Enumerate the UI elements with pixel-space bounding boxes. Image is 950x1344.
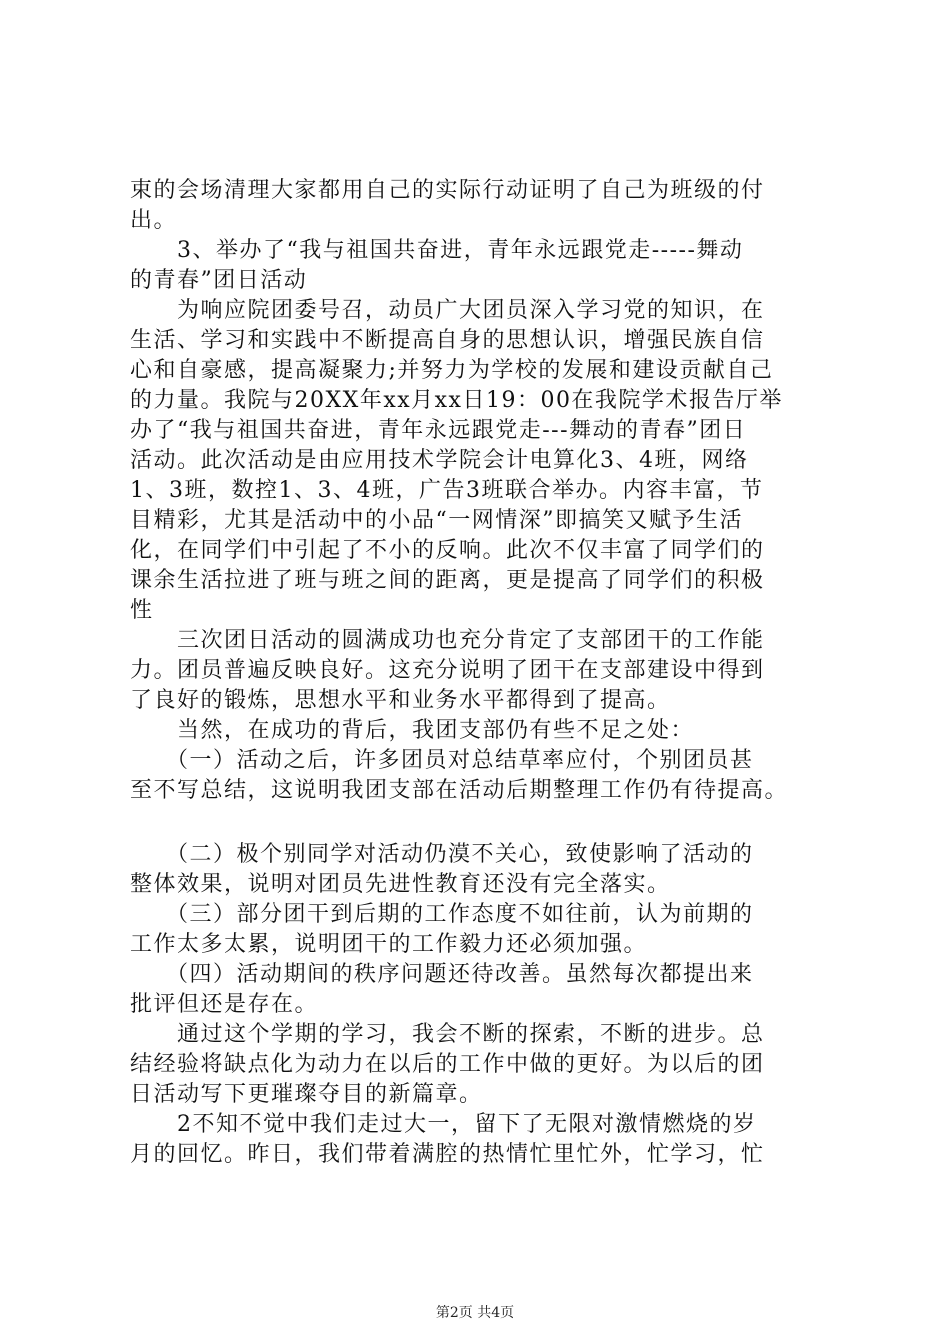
- text-line: 通过这个学期的学习，我会不断的探索，不断的进步。总: [130, 1022, 765, 1047]
- text-line: 出。: [130, 208, 178, 233]
- paragraph-gap: [130, 806, 850, 840]
- text-line: 化，在同学们中引起了不小的反响。此次不仅丰富了同学们的: [130, 538, 765, 563]
- text-line: 结经验将缺点化为动力在以后的工作中做的更好。为以后的团: [130, 1052, 765, 1077]
- text-line: 三次团日活动的圆满成功也充分肯定了支部团干的工作能: [130, 628, 765, 653]
- section-heading: 的青春”团日活动: [130, 268, 308, 293]
- text-line: 为响应院团委号召，动员广大团员深入学习党的知识，在: [130, 298, 765, 323]
- text-line: 性: [130, 598, 154, 623]
- list-item-text: （一）活动之后，许多团员对总结草率应付，个别团员甚: [130, 748, 754, 773]
- list-item-text: 至不写总结，这说明我团支部在活动后期整理工作仍有待提高。: [130, 778, 789, 803]
- text-line: 办了“我与祖国共奋进，青年永远跟党走---舞动的青春”团日: [130, 418, 747, 443]
- list-item-text: 批评但还是存在。: [130, 992, 319, 1017]
- text-line: 月的回忆。昨日，我们带着满腔的热情忙里忙外，忙学习，忙: [130, 1142, 765, 1167]
- text-line: 课余生活拉进了班与班之间的距离，更是提高了同学们的积极: [130, 568, 765, 593]
- text-line: 日活动写下更璀璨夺目的新篇章。: [130, 1082, 483, 1107]
- page-number-footer: 第2页 共4页: [435, 1305, 515, 1321]
- text-line: 束的会场清理大家都用自己的实际行动证明了自己为班级的付: [130, 178, 765, 203]
- text-line: 当然，在成功的背后，我团支部仍有些不足之处：: [130, 718, 695, 743]
- text-line: 生活、学习和实践中不断提高自身的思想认识，增强民族自信: [130, 328, 765, 353]
- section-heading: 3、举办了“我与祖国共奋进，青年永远跟党走-----舞动: [130, 238, 744, 263]
- document-body: [130, 176, 850, 1170]
- text-line: 心和自豪感，提高凝聚力;并努力为学校的发展和建设贡献自己: [130, 358, 774, 383]
- list-item-text: （四）活动期间的秩序问题还待改善。虽然每次都提出来: [130, 962, 754, 987]
- text-line: 1、3班，数控1、3、4班，广告3班联合举办。内容丰富，节: [130, 478, 764, 503]
- text-line: 活动。此次活动是由应用技术学院会计电算化3、4班，网络: [130, 448, 749, 473]
- text-line: 2不知不觉中我们走过大一，留下了无限对激情燃烧的岁: [130, 1112, 757, 1137]
- list-item-text: 整体效果，说明对团员先进性教育还没有完全落实。: [130, 872, 671, 897]
- list-item-text: 工作太多太累，说明团干的工作毅力还必须加强。: [130, 932, 648, 957]
- text-line: 了良好的锻炼，思想水平和业务水平都得到了提高。: [130, 688, 671, 713]
- list-item-text: （三）部分团干到后期的工作态度不如往前，认为前期的: [130, 902, 754, 927]
- text-line: 的力量。我院与20XX年xx月xx日19：00在我院学术报告厅举: [130, 388, 783, 413]
- text-line: 目精彩，尤其是活动中的小品“一网情深”即搞笑又赋予生活: [130, 508, 743, 533]
- list-item-text: （二）极个别同学对活动仍漠不关心，致使影响了活动的: [130, 842, 754, 867]
- text-line: 力。团员普遍反映良好。这充分说明了团干在支部建设中得到: [130, 658, 765, 683]
